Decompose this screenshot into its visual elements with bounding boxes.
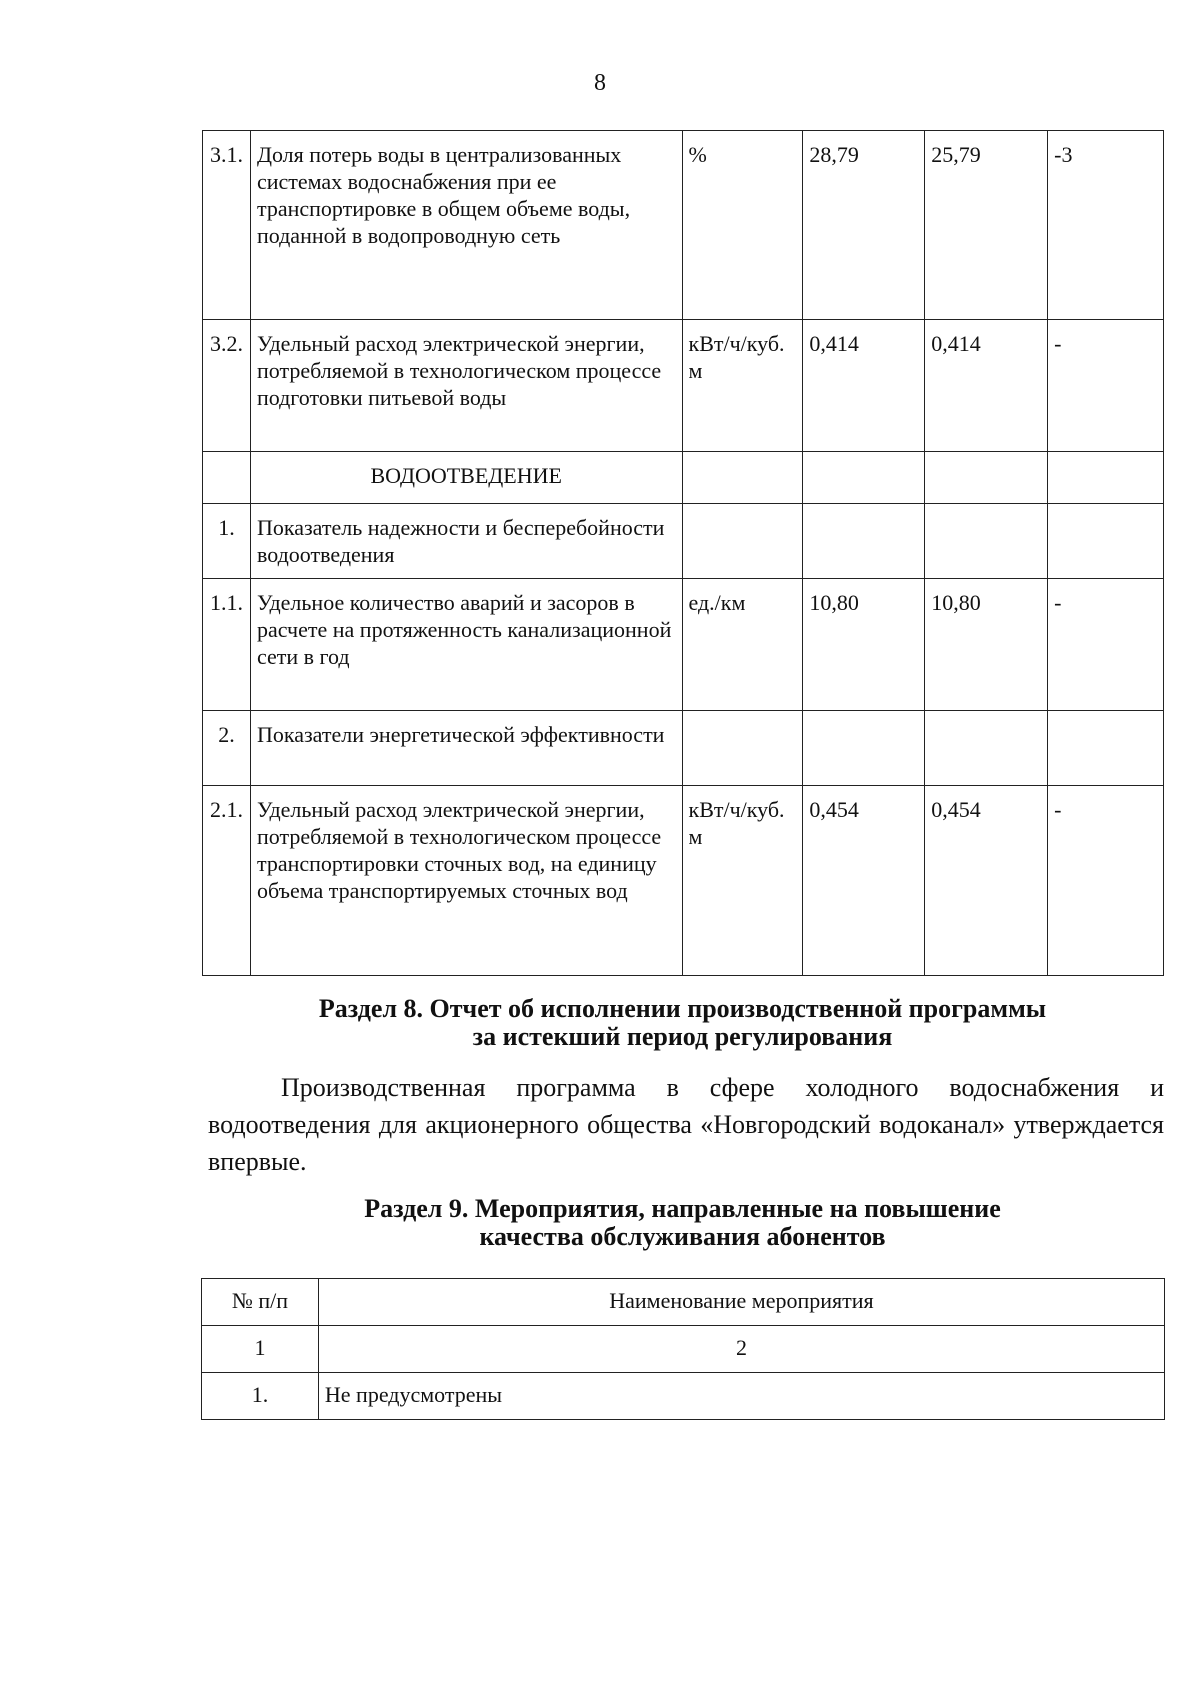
indicator-change xyxy=(1048,452,1164,504)
indicator-change: -3 xyxy=(1048,131,1164,320)
indicator-unit xyxy=(682,504,803,579)
section-8-title xyxy=(200,995,1165,1051)
table-row xyxy=(203,579,1164,711)
row-number: 2.1. xyxy=(203,786,251,976)
column-header-number: № п/п xyxy=(202,1279,319,1326)
table-header-row xyxy=(202,1279,1165,1326)
indicator-value-1: 10,80 xyxy=(803,579,925,711)
indicator-name: Удельное количество аварий и засоров в расчете на протяженность канализационной сети в год xyxy=(250,579,682,711)
section-8-title-line-1: Раздел 8. Отчет об исполнении производственной программы xyxy=(318,994,1047,1023)
indicator-name: Доля потерь воды в централизованных системах водоснабжения при ее транспортировке в общем объеме воды, поданной в водопроводную сеть xyxy=(250,131,682,320)
table-row xyxy=(203,452,1164,504)
table-row xyxy=(203,320,1164,452)
section-9-title-line-2: качества обслуживания абонентов xyxy=(479,1222,886,1251)
measures-table xyxy=(201,1278,1165,1420)
indicator-value-1: 0,454 xyxy=(803,786,925,976)
indicator-value-1 xyxy=(803,711,925,786)
indicator-name: Удельный расход электрической энергии, потребляемой в технологическом процессе транспортировки сточных вод, на единицу объема транспортируемых сточных вод xyxy=(250,786,682,976)
indicator-unit xyxy=(682,711,803,786)
indicator-value-2: 25,79 xyxy=(925,131,1048,320)
table-row xyxy=(203,711,1164,786)
indicator-value-2 xyxy=(925,504,1048,579)
row-number: 3.1. xyxy=(203,131,251,320)
section-8-title-line-2: за истекший период регулирования xyxy=(472,1022,893,1051)
indicator-value-2 xyxy=(925,711,1048,786)
table-row xyxy=(203,786,1164,976)
row-number: 2. xyxy=(203,711,251,786)
indicator-value-2: 0,454 xyxy=(925,786,1048,976)
section-heading-cell: ВОДООТВЕДЕНИЕ xyxy=(250,452,682,504)
indicator-value-1 xyxy=(803,452,925,504)
table-row xyxy=(203,131,1164,320)
section-9-title xyxy=(200,1195,1165,1251)
indicator-unit xyxy=(682,452,803,504)
column-index-2: 2 xyxy=(318,1326,1164,1373)
indicator-value-1 xyxy=(803,504,925,579)
indicator-change xyxy=(1048,504,1164,579)
indicator-unit: кВт/ч/куб. м xyxy=(682,320,803,452)
page-number: 8 xyxy=(594,70,606,96)
indicator-change xyxy=(1048,711,1164,786)
section-8-paragraph: Производственная программа в сфере холодного водоснабжения и водоотведения для акционерного общества «Новгородский водоканал» утверждается впервые. xyxy=(208,1073,1164,1176)
row-number xyxy=(203,452,251,504)
indicator-value-2 xyxy=(925,452,1048,504)
indicator-unit: кВт/ч/куб. м xyxy=(682,786,803,976)
table-row xyxy=(203,504,1164,579)
indicator-name: Показатель надежности и бесперебойности водоотведения xyxy=(250,504,682,579)
indicator-change: - xyxy=(1048,786,1164,976)
row-number: 1. xyxy=(202,1373,319,1420)
row-number: 1.1. xyxy=(203,579,251,711)
indicator-value-1: 28,79 xyxy=(803,131,925,320)
column-header-name: Наименование мероприятия xyxy=(318,1279,1164,1326)
measure-name: Не предусмотрены xyxy=(318,1373,1164,1420)
section-9-title-line-1: Раздел 9. Мероприятия, направленные на повышение xyxy=(364,1194,1001,1223)
indicator-change: - xyxy=(1048,320,1164,452)
indicator-unit: ед./км xyxy=(682,579,803,711)
table-index-row xyxy=(202,1326,1165,1373)
indicator-value-1: 0,414 xyxy=(803,320,925,452)
indicator-value-2: 10,80 xyxy=(925,579,1048,711)
indicator-unit: % xyxy=(682,131,803,320)
table-row xyxy=(202,1373,1165,1420)
indicator-change: - xyxy=(1048,579,1164,711)
indicators-table xyxy=(202,130,1164,976)
row-number: 1. xyxy=(203,504,251,579)
indicator-name: Удельный расход электрической энергии, потребляемой в технологическом процессе подготовки питьевой воды xyxy=(250,320,682,452)
indicator-name: Показатели энергетической эффективности xyxy=(250,711,682,786)
row-number: 3.2. xyxy=(203,320,251,452)
indicator-value-2: 0,414 xyxy=(925,320,1048,452)
column-index-1: 1 xyxy=(202,1326,319,1373)
